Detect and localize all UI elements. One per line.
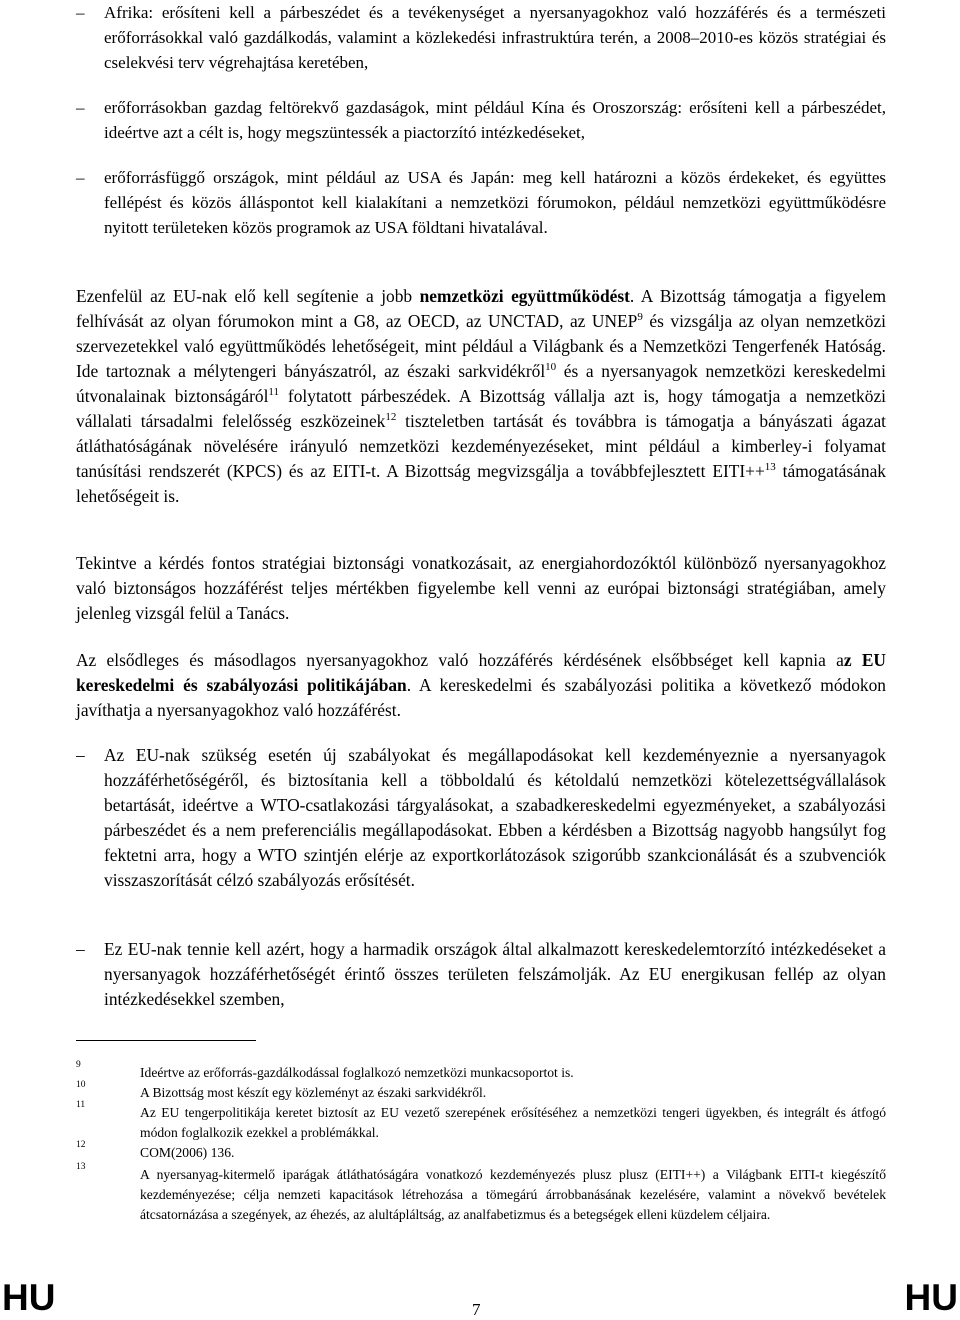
footnote-number: 12 [76, 1140, 86, 1150]
emphasis-trade-policy: z EU kereskedelmi és szabályozási politikájában [76, 650, 886, 695]
footnote-ref-13[interactable]: 13 [764, 461, 776, 474]
footnote-number: 11 [76, 1100, 86, 1110]
emphasis-international-cooperation: nemzetközi együttműködést [419, 286, 630, 306]
footnote-separator [76, 1040, 256, 1041]
footnote [76, 1060, 886, 1083]
list-item-text: Az EU-nak szükség esetén új szabályokat és megállapodásokat kell kezdeményeznie a nyersanyagok hozzáférhetőségéről, és biztosítania kell a többoldalú és kétoldalú nemzetközi kötelezettségvállalások betartását, ideértve a WTO-csatlakozási tárgyalásokat, a szabadkereskedelmi egyezményeket, a szabályozási párbeszédet és a nem preferenciális megállapodásokat. Ebben a kérdésben a Bizottság nagyobb hangsúlyt fog fektetni arra, hogy a WTO szintjén elérje az exportkorlátozások szigorúbb szankcionálását és a szubvenciók visszaszorítását célzó szabályozás erősítését. [104, 745, 886, 890]
list-item-text: erőforrásfüggő országok, mint például az USA és Japán: meg kell határozni a közös érdekeket, és együttes fellépést és közös álláspontot kell kialakítani a nemzetközi fórumokon, például nemzetközi együttműködésre nyitott területeken közös programok az USA földtani hivatalával. [104, 168, 886, 237]
list-item [76, 937, 886, 1012]
list-item [76, 743, 886, 893]
footnote-text: COM(2006) 136. [140, 1145, 235, 1160]
bullet-dash: – [76, 939, 85, 959]
bullet-dash: – [76, 3, 85, 22]
bullet-dash: – [76, 168, 85, 187]
list-item [76, 95, 886, 145]
bullet-dash: – [76, 98, 85, 117]
list-item-text: Ez EU-nak tennie kell azért, hogy a harmadik országok által alkalmazott kereskedelemtorzító intézkedéseket a nyersanyagok hozzáférhetőségét érintő összes területen felszámolják. Az EU energikusan fellép az olyan intézkedésekkel szemben, [104, 939, 886, 1009]
paragraph-trade-policy: Az elsődleges és másodlagos nyersanyagokhoz való hozzáférés kérdésének elsőbbséget kell kapnia az EU kereskedelmi és szabályozási politikájában. A kereskedelmi és szabályozási politika a következő módokon javíthatja a nyersanyagokhoz való hozzáférést. [76, 650, 887, 720]
list-item [76, 0, 886, 75]
paragraph-international-cooperation: Ezenfelül az EU-nak elő kell segítenie a jobb nemzetközi együttműködést. A Bizottság támogatja a figyelem felhívását az olyan fórumokon mint a G8, az OECD, az UNCTAD, az UNEP$^9$ és vizsgálja az olyan nemzetközi szervezetekkel való együttműködés lehetőségeit, mint például a Világbank és a Nemzetközi Tengerfenék Hatóság. Ide tartoznak a mélytengeri bányászatról, az északi sarkvidékről$^{10}$ és a nyersanyagok nemzetközi kereskedelmi útvonalainak biztonságáról$^{11}$ folytatott párbeszédek. A Bizottság vállalja azt is, hogy támogatja a nemzetközi vállalati társadalmi felelősség eszközeinek$^{12}$ tiszteletben tartását és továbbra is támogatja a bányászati ágazat átláthatóságának növelésére irányuló nemzetközi kezdeményezéseket, mint például a kimberley-i folyamat tanúsítási rendszerét (KPCS) és az EITI-t. A Bizottság megvizsgálja a továbbfejlesztett EITI++$^{13}$ támogatásának lehetőségeit is. [76, 286, 887, 506]
footnote-ref-12[interactable]: 12 [385, 411, 397, 424]
footnote [76, 1140, 886, 1163]
footer-language-label-right: HU [904, 1277, 958, 1318]
footnote-ref-11[interactable]: 11 [268, 386, 280, 399]
footnote-number: 10 [76, 1080, 86, 1090]
footnote-text: Ideértve az erőforrás-gazdálkodással foglalkozó nemzetközi munkacsoportot is. [140, 1065, 574, 1080]
list-item [76, 165, 886, 240]
footnote-number: 13 [76, 1162, 86, 1172]
footnote [76, 1080, 886, 1103]
paragraph-security-strategy: Tekintve a kérdés fontos stratégiai biztonsági vonatkozásait, az energiahordozóktól különböző nyersanyagokhoz való biztonságos hozzáférést teljes mértékben figyelembe kell venni az európai biztonsági stratégiában, amely jelenleg vizsgál felül a Tanács. [76, 553, 886, 623]
footnote-number: 9 [76, 1060, 81, 1070]
page-number: 7 [472, 1300, 481, 1319]
footnote-text: Az EU tengerpolitikája keretet biztosít az EU vezető szerepének erősítéséhez a nemzetközi tengeri ügyekben, és integrált és átfogó módon foglalkozik ezekkel a problémákkal. [140, 1105, 886, 1140]
bullet-dash: – [76, 745, 85, 765]
footnote-text: A nyersanyag-kitermelő iparágak átláthatóságára vonatkozó kezdeményezés plusz plusz (EITI++) a Világbank EITI-t kiegészítő kezdeményezése; célja nemzeti kapacitások létrehozása a tömegárú árrobbanásának kezelésére, valamint a növekvő bevételek átcsatornázása a szegények, az éhezés, az alultápláltság, az analfabetizmus és a betegségek elleni küzdelem céljaira. [140, 1167, 886, 1222]
footnote-text: A Bizottság most készít egy közleményt az északi sarkvidékről. [140, 1085, 487, 1100]
list-item-text: Afrika: erősíteni kell a párbeszédet és a tevékenységet a nyersanyagokhoz való hozzáférés és a természeti erőforrásokkal való gazdálkodás, valamint a közlekedési infrastruktúra terén, a 2008–2010-es közös stratégiai és cselekvési terv végrehajtása keretében, [104, 3, 886, 72]
footnote [76, 1100, 886, 1143]
footnote-ref-9[interactable]: 9 [637, 311, 643, 324]
list-item-text: erőforrásokban gazdag feltörekvő gazdaságok, mint például Kína és Oroszország: erősíteni kell a párbeszédet, ideértve azt a célt is, hogy megszüntessék a piactorzító intézkedéseket, [104, 98, 886, 142]
footnote [76, 1162, 886, 1225]
footer-language-label-left: HU [2, 1277, 56, 1318]
footnote-ref-10[interactable]: 10 [545, 361, 557, 374]
